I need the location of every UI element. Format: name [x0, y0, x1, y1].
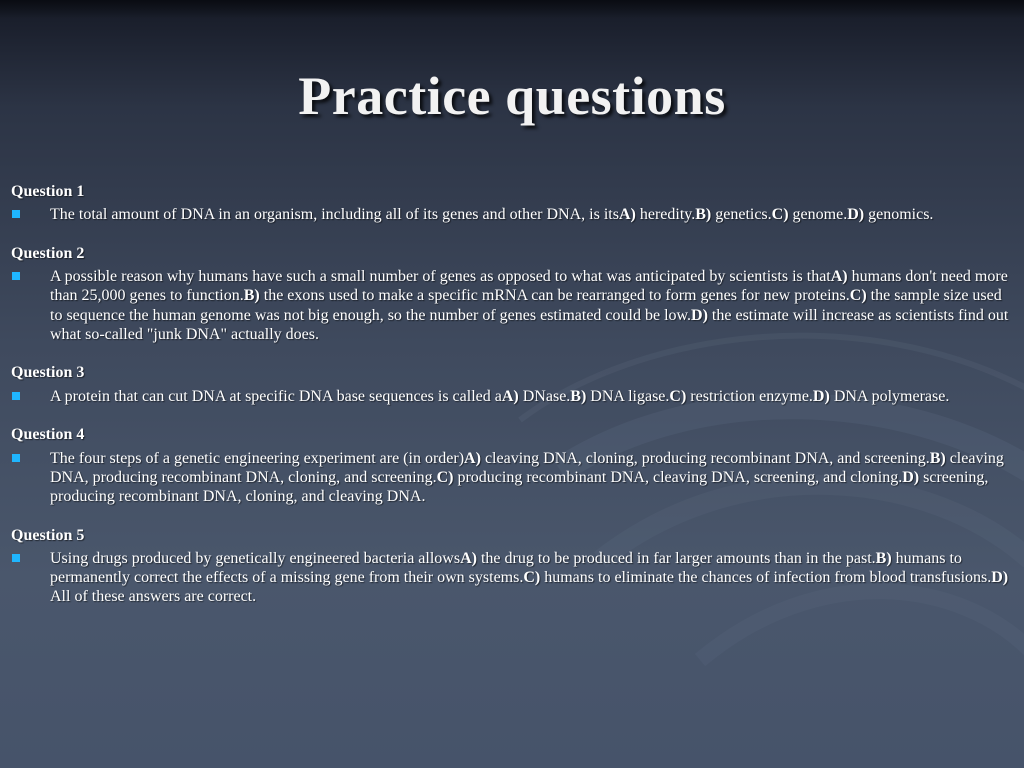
- option-text: DNase.: [518, 387, 571, 405]
- question-block-3: [11, 363, 1011, 405]
- question-block-1: [11, 182, 1011, 224]
- option-text: the sample size used to sequence the human genome was not big enough, so the number of genes estimated could be low.: [50, 287, 1002, 324]
- option-text: the estimate will increase as scientists find out what so-called "junk DNA" actually does.: [50, 306, 1009, 343]
- question-heading: Question 2: [11, 244, 85, 262]
- question-block-2: [11, 244, 1011, 344]
- option-letter: B): [570, 387, 587, 405]
- option-letter: C): [849, 287, 867, 305]
- questions-list: [11, 182, 1011, 626]
- option-text: the drug to be produced in far larger amounts than in the past.: [476, 549, 876, 567]
- square-bullet-icon: [12, 454, 20, 462]
- option-letter: B): [695, 206, 712, 224]
- option-letter: A): [830, 268, 848, 286]
- option-text: humans to permanently correct the effects of a missing gene from their own systems.: [50, 549, 962, 587]
- option-text: genome.: [788, 206, 848, 224]
- option-letter: C): [669, 387, 687, 405]
- option-letter: D): [902, 468, 920, 486]
- option-letter: B): [243, 287, 260, 305]
- option-text: producing recombinant DNA, cleaving DNA, screening, and cloning.: [453, 468, 903, 486]
- question-text: [50, 205, 1011, 224]
- question-heading: Question 4: [11, 426, 85, 444]
- question-stem: A protein that can cut DNA at specific DNA base sequences is called a: [50, 387, 502, 405]
- option-text: humans don't need more than 25,000 genes to function.: [50, 268, 1008, 305]
- question-stem: A possible reason why humans have such a small number of genes as opposed to what was anticipated by scientists is that: [50, 268, 831, 286]
- option-text: genomics.: [864, 206, 934, 224]
- option-letter: D): [812, 387, 830, 405]
- option-letter: A): [460, 549, 477, 567]
- option-text: cleaving DNA, producing recombinant DNA, cloning, and screening.: [50, 449, 1004, 486]
- square-bullet-icon: [12, 210, 20, 218]
- question-item: [11, 387, 1011, 406]
- option-letter: C): [436, 468, 454, 486]
- option-letter: C): [771, 206, 789, 224]
- option-letter: A): [464, 449, 481, 467]
- option-text: genetics.: [711, 206, 772, 224]
- option-text: DNA polymerase.: [829, 387, 950, 405]
- option-letter: D): [991, 569, 1009, 587]
- question-text: [50, 449, 1011, 507]
- option-letter: B): [875, 549, 892, 567]
- option-text: heredity.: [635, 206, 696, 224]
- option-text: screening, producing recombinant DNA, cloning, and cleaving DNA.: [50, 468, 989, 505]
- option-letter: A): [618, 206, 636, 224]
- square-bullet-icon: [12, 272, 20, 280]
- option-text: the exons used to make a specific mRNA can be rearranged to form genes for new proteins.: [259, 287, 850, 305]
- option-text: cleaving DNA, cloning, producing recombinant DNA, and screening.: [480, 449, 930, 467]
- square-bullet-icon: [12, 554, 20, 562]
- question-heading: Question 3: [11, 364, 85, 382]
- question-block-4: [11, 425, 1011, 506]
- option-letter: B): [929, 449, 946, 467]
- question-stem: The four steps of a genetic engineering experiment are (in order): [50, 449, 465, 467]
- option-text: All of these answers are correct.: [50, 588, 257, 606]
- option-letter: C): [523, 569, 541, 587]
- option-letter: D): [691, 306, 708, 324]
- question-text: [50, 387, 1011, 406]
- option-text: humans to eliminate the chances of infection from blood transfusions.: [540, 569, 992, 587]
- slide-title: Practice questions: [298, 66, 726, 126]
- option-letter: A): [501, 387, 519, 405]
- slide-top-band: [0, 0, 1024, 18]
- question-text: [50, 267, 1011, 344]
- option-text: DNA ligase.: [586, 387, 670, 405]
- question-heading: Question 5: [11, 526, 85, 544]
- question-item: [11, 205, 1011, 224]
- option-text: restriction enzyme.: [686, 387, 813, 405]
- question-item: [11, 549, 1011, 607]
- option-letter: D): [847, 206, 865, 224]
- question-text: [50, 549, 1011, 607]
- question-heading: Question 1: [11, 183, 85, 200]
- question-stem: Using drugs produced by genetically engineered bacteria allows: [50, 549, 461, 567]
- question-block-5: [11, 526, 1011, 607]
- square-bullet-icon: [12, 392, 20, 400]
- question-item: [11, 449, 1011, 507]
- question-stem: The total amount of DNA in an organism, including all of its genes and other DNA, is its: [50, 206, 619, 224]
- question-item: [11, 267, 1011, 344]
